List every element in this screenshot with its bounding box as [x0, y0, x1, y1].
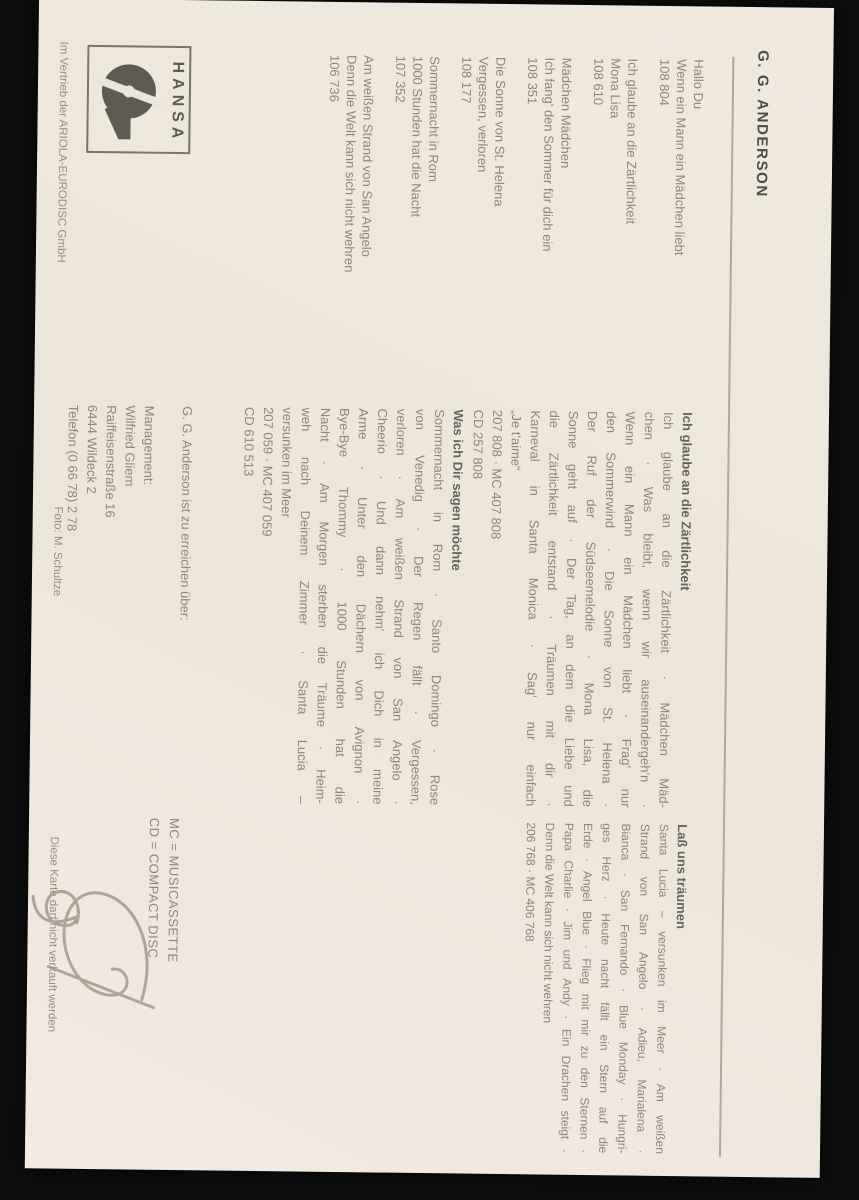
album-line: weh nach Deinem Zimmer · Santa Lucia – [294, 407, 315, 804]
album-line: Sommernacht in Rom · Santo Domingo · Rose [427, 409, 448, 806]
single-catalog-number: 108 804 [656, 58, 673, 107]
singles-list [307, 55, 707, 430]
hansa-flag-icon [90, 51, 165, 148]
single-entry [652, 59, 708, 430]
single-catalog-number: 106 736 [326, 54, 343, 102]
album-block-was-ich-dir-sagen-moechte [235, 407, 468, 806]
single-entry [586, 58, 642, 429]
single-bside: Ich fang' den Sommer für dich ein [540, 57, 558, 252]
album-line: Bye-Bye Thommy · 1000 Stunden hat die [332, 407, 353, 805]
album-line: Nacht · Am Morgen sterben die Träume · Heim- [313, 407, 334, 804]
album-tail [517, 822, 559, 1152]
single-title: Am weißen Strand von San Angelo [358, 55, 377, 258]
single-entry [454, 56, 510, 427]
distribution-credit: Im Vertrieb der ARIOLA-EURODISC GmbH [54, 41, 70, 263]
single-catalog-number: 107 352 [392, 55, 409, 103]
album-line: Sonne geht auf · Der Tag, an dem die Liebe und [561, 410, 582, 807]
album-line: Arme · Unter den Dächern von Avignon · [351, 408, 372, 805]
album-header: Was ich Dir sagen möchte [449, 409, 467, 571]
single-title: Mädchen Mädchen [558, 57, 575, 169]
single-title: Die Sonne von St. Helena [491, 56, 509, 207]
album-line: Santa Lucia – versunken im Meer · Am weißen [652, 823, 672, 1155]
album-line: ges Herz · Heute nacht fällt ein Stern auf die [595, 823, 615, 1154]
album-line: chen · Was bleibt, wenn wir auseinandergeh'n · [637, 411, 658, 808]
album-line: von Venedig · Der Regen fällt · Vergessen, [408, 408, 429, 806]
album-line: 207 808 · MC 407 808 [488, 409, 506, 540]
album-line: Bianca · San Fernando · Blue Monday · Hungri- [614, 823, 634, 1154]
single-bside: Denn die Welt kann sich nicht wehren [341, 55, 360, 273]
album-body [521, 410, 678, 808]
single-title: Hallo Du [690, 59, 707, 110]
contact-line: Wilfried Gliem [122, 405, 139, 487]
album-line: Erde · Angel Blue · Flieg mit mir zu den Sternen · [576, 822, 596, 1154]
album-block-lass-uns-traeumen [517, 822, 692, 1154]
album-line: den Sommerwind · Die Sonne von St. Helena · [599, 411, 620, 808]
album-line: Ich glaube an die Zärtlichkeit · Mädchen Mäd- [656, 411, 677, 809]
title-divider [719, 57, 734, 1157]
album-block-ich-glaube [464, 410, 697, 809]
autograph-card-back [25, 0, 834, 1178]
single-catalog-number: 108 177 [458, 56, 475, 104]
legend-line: MC = MUSICASSETTE [165, 817, 183, 963]
album-body [292, 407, 449, 805]
album-tail [464, 410, 526, 807]
management-address [63, 405, 160, 533]
album-line: 206 768 · MC 406 768 [522, 822, 539, 942]
single-entry [388, 56, 444, 427]
album-body [555, 823, 673, 1154]
contact-line: 6444 Wildeck 2 [84, 404, 101, 494]
photo-credit: Foto: M. Schultze [50, 506, 64, 597]
single-entry [322, 55, 378, 426]
album-line: CD 610 513 [241, 406, 258, 477]
album-line: 207 059 · MC 407 059 [259, 407, 277, 537]
hansa-logo-wordmark: HANSA [168, 61, 187, 144]
album-line: die Zärtlichkeit entstand · Träumen mit dir · [542, 410, 563, 807]
single-title: Ich glaube an die Zärtlichkeit [623, 58, 641, 225]
album-line: versunken im Meer [278, 407, 296, 518]
album-line: Strand von San Angelo · Adieu, Marialena · [633, 823, 653, 1154]
album-line: verloren · Am weißen Strand von San Angelo · [389, 408, 410, 805]
contact-line: Management: [141, 405, 158, 486]
single-catalog-number: 108 351 [524, 57, 541, 105]
album-line: Cheerio · Und dann nehm' ich Dich in meine [370, 408, 391, 805]
single-bside: Mona Lisa [607, 58, 624, 119]
not-for-sale-notice: Diese Karte darf nicht verkauft werden [45, 836, 60, 1033]
album-header: Ich glaube an die Zärtlichkeit [677, 412, 696, 591]
single-entry [520, 57, 576, 428]
single-bside: Vergessen, verloren [474, 56, 492, 173]
album-line: Der Ruf der Südseemelodie · Mona Lisa, die [580, 410, 601, 808]
single-title: Sommernacht in Rom [425, 56, 443, 182]
contact-line: Telefon (0 66 78) 2 78 [64, 404, 82, 532]
page-title: G. G. ANDERSON [752, 50, 772, 198]
single-bside: Wenn ein Mann ein Mädchen liebt [671, 59, 690, 256]
contact-intro: G. G. Anderson ist zu erreichen über: [177, 406, 196, 621]
album-line: Karneval in Santa Monica · Sag' nur einfach [523, 410, 544, 807]
single-catalog-number: 108 610 [590, 58, 607, 106]
album-line: „Je t'aime“ [508, 410, 525, 471]
album-line: CD 257 808 [470, 409, 487, 480]
album-line: Wenn ein Mann ein Mädchen liebt · Frag' nur [618, 411, 639, 808]
contact-line: Raiffeisenstraße 16 [102, 405, 120, 518]
album-header: Laß uns träumen [673, 824, 691, 930]
album-line: Denn die Welt kann sich nicht wehren [540, 822, 558, 1024]
album-tail [235, 407, 297, 804]
legend-line: CD = COMPACT DISC [145, 817, 163, 959]
single-bside: 1000 Stunden hat die Nacht [408, 55, 426, 218]
album-line: Papa Charlie · Jim und Andy · Ein Drachen steigt · [557, 822, 577, 1153]
hansa-label-logo [86, 45, 191, 154]
autograph-signature [29, 848, 162, 1080]
